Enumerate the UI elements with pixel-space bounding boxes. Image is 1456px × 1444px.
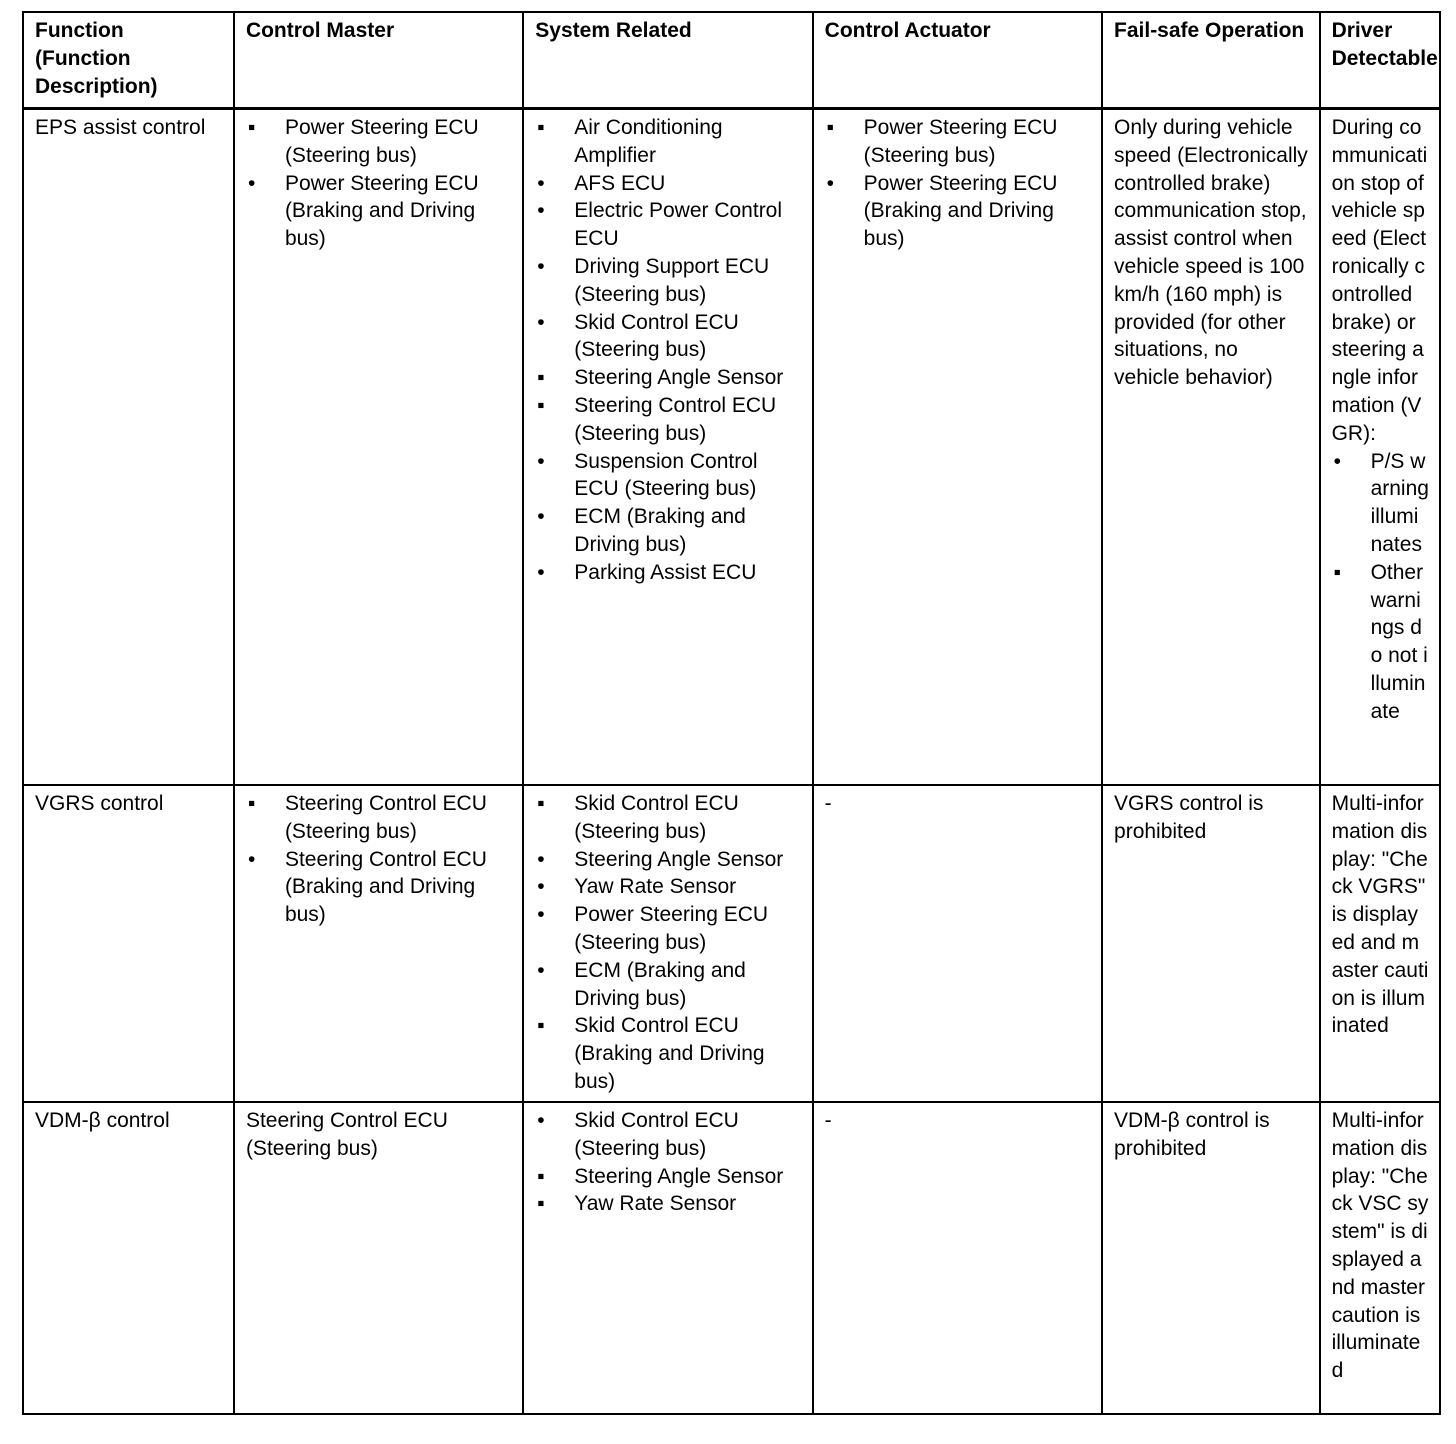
spec-table xyxy=(22,11,1441,1415)
bullet: ▪ xyxy=(537,1164,545,1188)
bullet: • xyxy=(537,958,545,982)
list-item: • Steering Angle Sensor xyxy=(535,846,801,874)
fail-safe-cell: Only during vehicle speed (Electronically controlled brake) communication stop, assist control when vehicle speed is 100 km/h (160 mph) is provided (for other situations, no vehicle behavior) xyxy=(1102,109,1320,786)
system-related-cell xyxy=(523,785,812,1102)
function-cell: VGRS control xyxy=(23,785,234,1102)
list-item: • P/S warning illuminates xyxy=(1333,449,1429,556)
list-item: ▪ Power Steering ECU (Steering bus) xyxy=(826,116,1058,167)
list-item: • Power Steering ECU (Braking and Driving bus) xyxy=(247,171,479,251)
fail-safe-cell: VGRS control is prohibited xyxy=(1102,785,1320,1102)
header-function: Function (Function Description) xyxy=(23,12,234,109)
header-control-master: Control Master xyxy=(234,12,523,109)
list-item: • Skid Control ECU (Steering bus) xyxy=(537,310,739,362)
bullet: ▪ xyxy=(537,393,545,417)
table-row xyxy=(23,1102,1440,1414)
driver-detectable-cell xyxy=(1320,785,1440,1102)
list-item: • Steering Control ECU (Braking and Driving bus) xyxy=(247,847,487,927)
list-item: • Skid Control ECU (Steering bus) xyxy=(537,1109,739,1160)
list-item: • Parking Assist ECU xyxy=(535,559,801,587)
bullet: • xyxy=(537,903,545,927)
driver-detectable-cell xyxy=(1320,1102,1440,1414)
list-item: • Suspension Control ECU (Steering bus) xyxy=(537,449,758,501)
bullet: • xyxy=(826,171,835,195)
list-item: • Driving Support ECU (Steering bus) xyxy=(537,254,770,306)
list-item: ▪ Steering Angle Sensor xyxy=(535,1163,801,1191)
list-item: ▪ Power Steering ECU (Steering bus) xyxy=(247,116,479,167)
list-item: ▪ Skid Control ECU (Braking and Driving bus) xyxy=(537,1014,765,1093)
bullet: ▪ xyxy=(537,1192,545,1216)
bullet: ▪ xyxy=(537,116,545,139)
control-actuator-cell xyxy=(813,109,1102,786)
bullet: • xyxy=(537,171,545,195)
system-related-cell xyxy=(523,1102,812,1414)
list-item: ▪ Yaw Rate Sensor xyxy=(535,1190,801,1218)
list-item: ▪ Steering Angle Sensor xyxy=(535,364,801,392)
bullet: ▪ xyxy=(537,366,545,390)
bullet: ▪ xyxy=(537,1014,545,1038)
bullet: • xyxy=(1333,449,1341,473)
bullet: • xyxy=(537,505,545,529)
table-row xyxy=(23,785,1440,1102)
list-item: • ECM (Braking and Driving bus) xyxy=(537,505,746,556)
function-cell: VDM-β control xyxy=(23,1102,234,1414)
header-fail-safe: Fail-safe Operation xyxy=(1102,12,1320,109)
bullet: ▪ xyxy=(247,792,256,815)
bullet: • xyxy=(537,449,545,473)
list-item: • ECM (Braking and Driving bus) xyxy=(537,958,746,1010)
bullet: ▪ xyxy=(1333,560,1342,584)
bullet: • xyxy=(247,847,256,871)
list-item: ▪ Other warnings do not illuminate xyxy=(1333,560,1428,723)
bullet: • xyxy=(537,560,545,584)
list-item: • Yaw Rate Sensor xyxy=(535,873,801,901)
bullet: ▪ xyxy=(826,116,835,139)
control-master-cell xyxy=(234,785,523,1102)
list-item: ▪ Steering Control ECU (Steering bus) xyxy=(537,393,777,445)
list-item: • Electric Power Control ECU xyxy=(537,199,783,251)
driver-detectable-intro: During communication stop of vehicle speed (Electronically controlled brake) or steering angle information (VGR): xyxy=(1331,116,1428,445)
control-actuator-cell: - xyxy=(813,1102,1102,1414)
control-actuator-cell: - xyxy=(813,785,1102,1102)
driver-detectable-cell xyxy=(1320,109,1440,786)
list-item: • AFS ECU xyxy=(535,170,801,198)
list-item: • Power Steering ECU (Braking and Driving bus) xyxy=(826,171,1058,251)
bullet: ▪ xyxy=(247,116,256,139)
fail-safe-cell: VDM-β control is prohibited xyxy=(1102,1102,1320,1414)
table-row xyxy=(23,109,1440,786)
bullet: • xyxy=(537,847,545,871)
function-cell: EPS assist control xyxy=(23,109,234,786)
header-driver-detectable: Driver Detectable xyxy=(1320,12,1440,109)
bullet: ▪ xyxy=(537,792,545,815)
control-master-cell xyxy=(234,109,523,786)
list-item: • Power Steering ECU (Steering bus) xyxy=(537,903,769,954)
bullet: • xyxy=(537,310,545,334)
header-control-actuator: Control Actuator xyxy=(813,12,1102,109)
control-master-cell: Steering Control ECU (Steering bus) xyxy=(234,1102,523,1414)
header-row xyxy=(23,12,1440,109)
bullet: • xyxy=(537,1109,545,1132)
bullet: • xyxy=(537,875,545,899)
header-system-related: System Related xyxy=(523,12,812,109)
bullet: • xyxy=(247,171,256,195)
system-related-cell xyxy=(523,109,812,786)
list-item: ▪ Steering Control ECU (Steering bus) xyxy=(247,792,487,843)
list-item: ▪ Skid Control ECU (Steering bus) xyxy=(537,792,739,843)
list-item: ▪ Air Conditioning Amplifier xyxy=(537,116,723,167)
bullet: • xyxy=(537,254,545,278)
driver-detectable-text: Multi-information display: "Check VGRS" is displayed and master caution is illuminated xyxy=(1331,792,1429,1038)
driver-detectable-text: Multi-information display: "Check VSC system" is displayed and master caution is illuminated xyxy=(1331,1109,1429,1383)
bullet: • xyxy=(537,199,545,223)
